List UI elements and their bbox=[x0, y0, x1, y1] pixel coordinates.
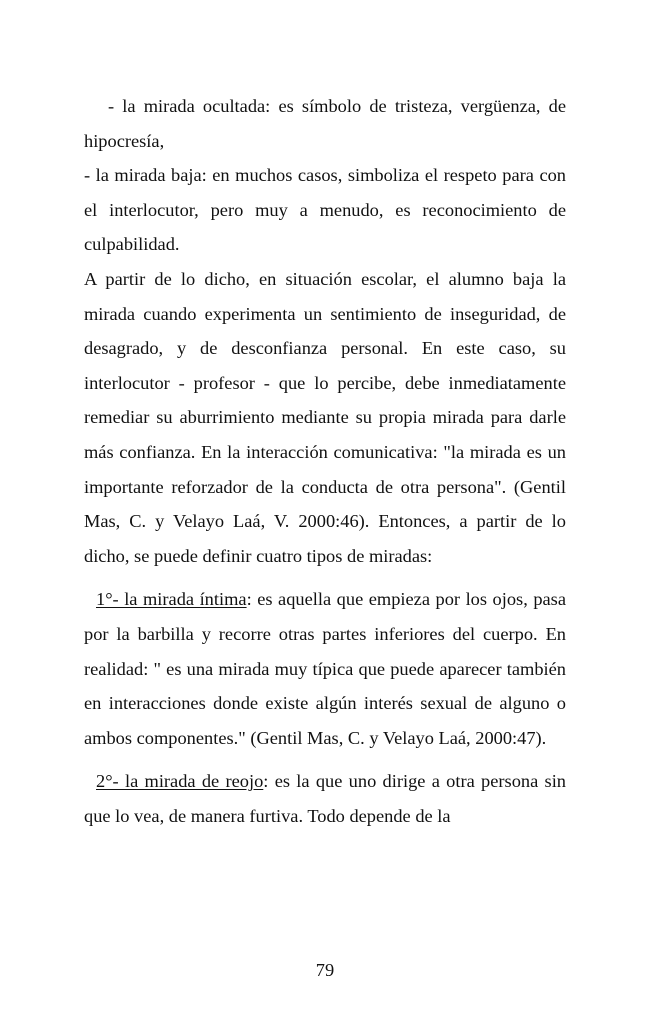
paragraph-mirada-baja: - la mirada baja: en muchos casos, simboliza el respeto para con el interlocutor, pero muy a menudo, es reconocimiento de culpabilidad. bbox=[84, 165, 566, 255]
paragraph-mirada-de-reojo bbox=[84, 764, 566, 833]
paragraph-mirada-ocultada: - la mirada ocultada: es símbolo de tristeza, vergüenza, de hipocresía, bbox=[84, 96, 566, 151]
paragraph-mirada-intima bbox=[84, 582, 566, 755]
term-mirada-intima: 1°- la mirada íntima bbox=[96, 589, 247, 610]
page-number: 79 bbox=[315, 960, 335, 980]
definition-mirada-intima: : es aquella que empieza por los ojos, pasa por la barbilla y recorre otras partes inferiores del cuerpo. En realidad: " es una mirada muy típica que puede aparecer también en interacciones donde existe algún interés sexual de alguno o ambos componentes." (Gentil Mas, C. y Velayo Laá, 2000:47). bbox=[84, 589, 567, 748]
paragraph-situacion-escolar: A partir de lo dicho, en situación escolar, el alumno baja la mirada cuando experimenta un sentimiento de inseguridad, de desagrado, y de desconfianza personal. En este caso, su interlocutor - profesor - que lo percibe, debe inmediatamente remediar su aburrimiento mediante su propia mirada para darle más confianza. En la interacción comunicativa: "la mirada es un importante reforzador de la conducta de otra persona". (Gentil Mas, C. y Velayo Laá, V. 2000:46). Entonces, a partir de lo dicho, se puede definir cuatro tipos de miradas: bbox=[84, 268, 566, 566]
page-body bbox=[84, 89, 566, 833]
definition-mirada-de-reojo: : es la que uno dirige a otra persona sin que lo vea, de manera furtiva. Todo depende de la bbox=[84, 771, 566, 826]
term-mirada-de-reojo: 2°- la mirada de reojo bbox=[96, 771, 264, 792]
